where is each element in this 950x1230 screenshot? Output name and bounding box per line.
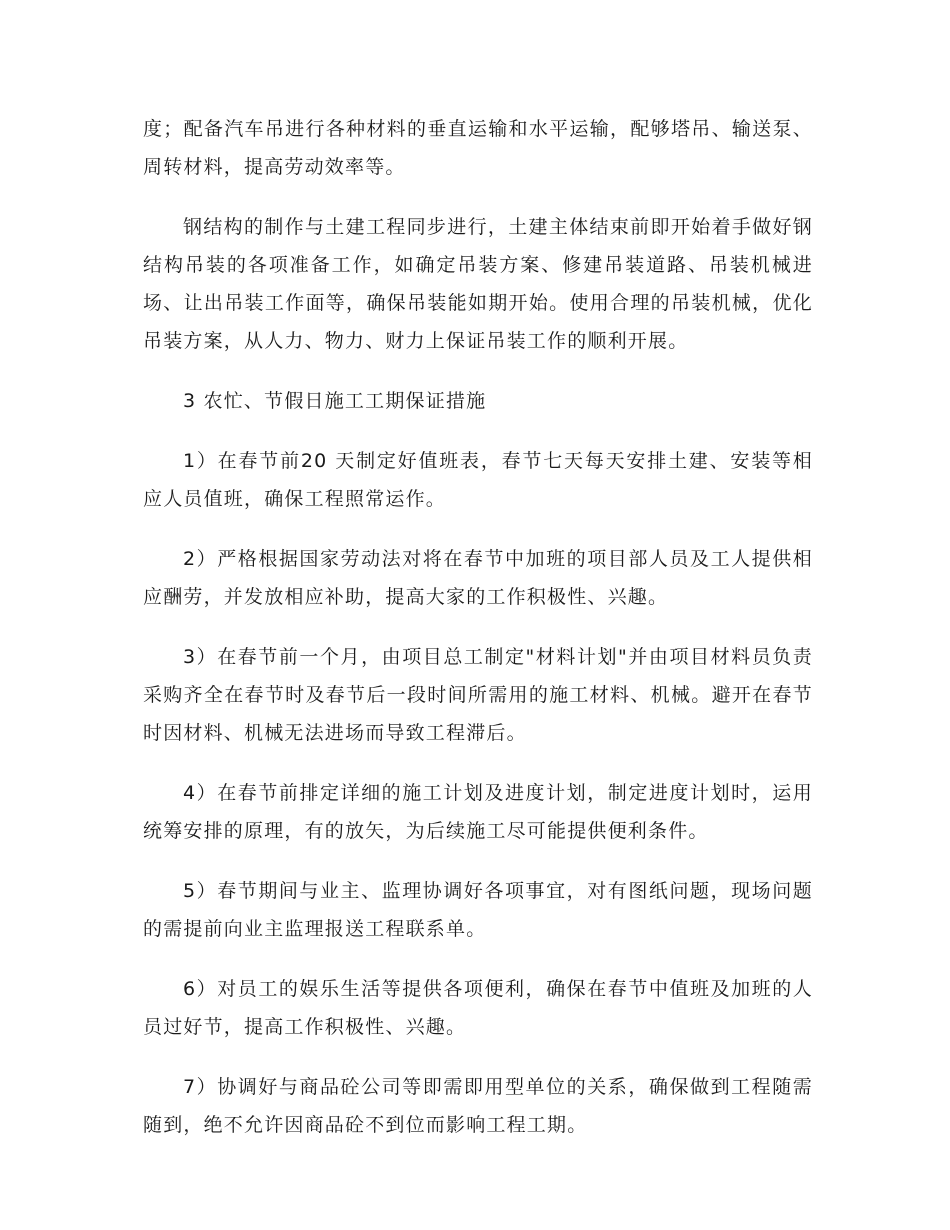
list-item-3: 3）在春节前一个月，由项目总工制定"材料计划"并由项目材料员负责采购齐全在春节时及春节后一段时间所需用的施工材料、机械。避开在春节时因材料、机械无法进场而导致工程滞后。 [143,646,813,744]
document-body [143,110,813,1166]
list-item-6: 6）对员工的娱乐生活等提供各项便利，确保在春节中值班及加班的人员过好节，提高工作积极性、兴趣。 [143,978,813,1038]
list-item-2: 2）严格根据国家劳动法对将在春节中加班的项目部人员及工人提供相应酬劳，并发放相应补助，提高大家的工作积极性、兴趣。 [143,548,813,608]
list-item-1: 1）在春节前20 天制定好值班表，春节七天每天安排土建、安装等相应人员值班，确保工程照常运作。 [143,450,813,510]
list-item-7: 7）协调好与商品砼公司等即需即用型单位的关系，确保做到工程随需随到，绝不允许因商品砼不到位而影响工程工期。 [143,1076,813,1136]
list-item-5: 5）春节期间与业主、监理协调好各项事宜，对有图纸问题，现场问题的需提前向业主监理报送工程联系单。 [143,880,813,940]
list-item-4: 4）在春节前排定详细的施工计划及进度计划，制定进度计划时，运用统筹安排的原理，有的放矢，为后续施工尽可能提供便利条件。 [143,782,813,842]
paragraph-steel-structure: 钢结构的制作与土建工程同步进行，土建主体结束前即开始着手做好钢结构吊装的各项准备工作，如确定吊装方案、修建吊装道路、吊装机械进场、让出吊装工作面等，确保吊装能如期开始。使用合理的吊装机械，优化吊装方案，从人力、物力、财力上保证吊装工作的顺利开展。 [143,216,813,352]
paragraph-continuation: 度；配备汽车吊进行各种材料的垂直运输和水平运输，配够塔吊、输送泵、周转材料，提高劳动效率等。 [143,118,813,178]
section-heading: 3 农忙、节假日施工工期保证措施 [183,390,487,412]
